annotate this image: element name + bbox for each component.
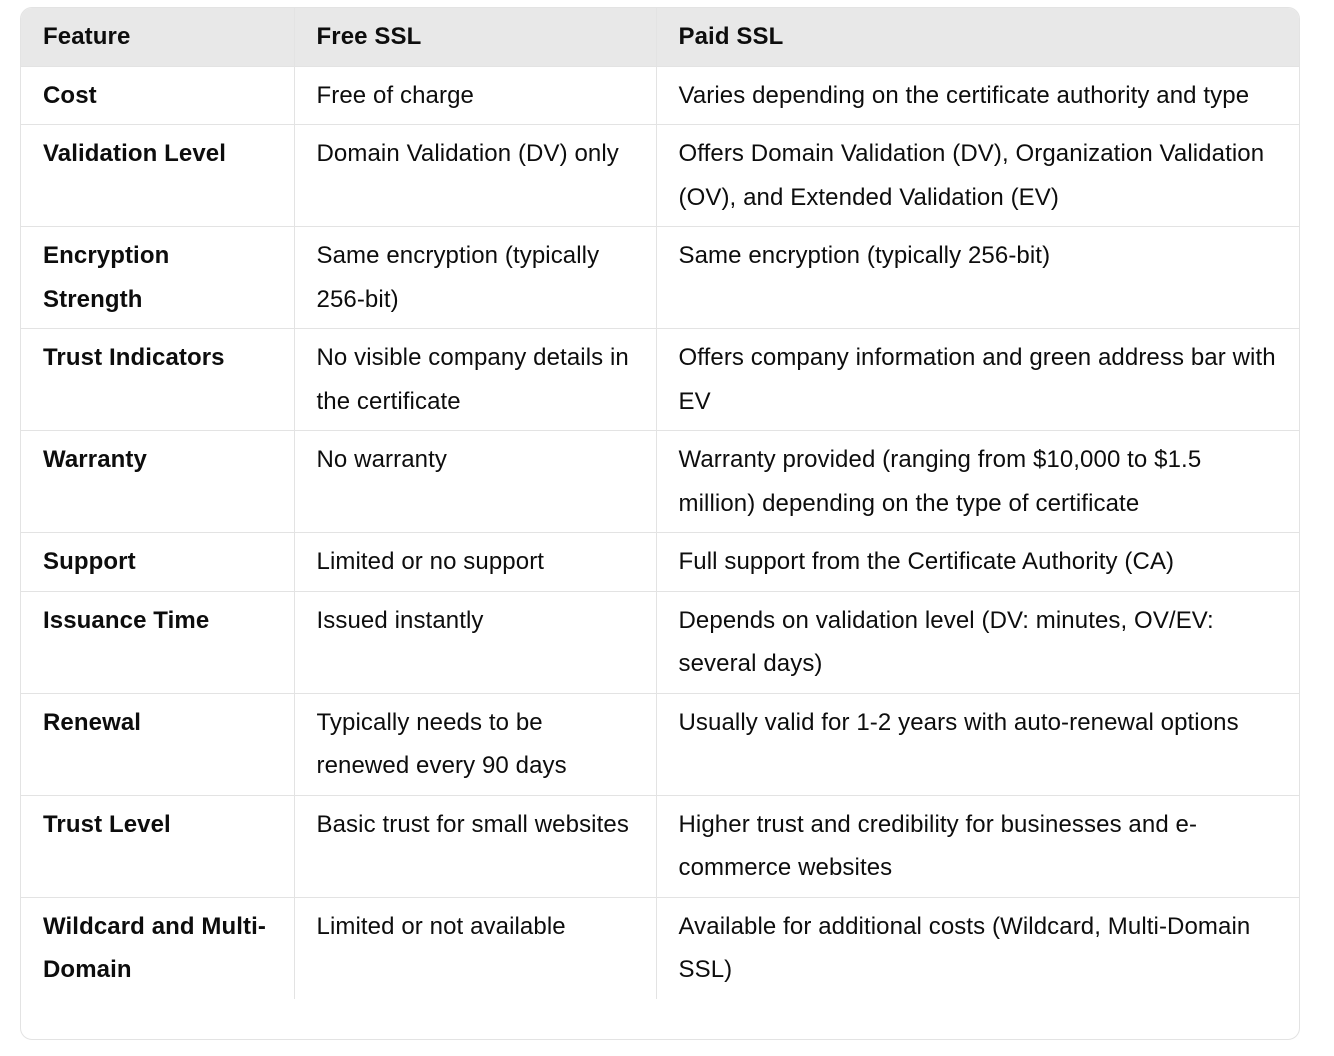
paid-ssl-cell: Offers Domain Validation (DV), Organization Validation (OV), and Extended Validation (EV) bbox=[656, 125, 1299, 227]
table-body bbox=[21, 66, 1299, 999]
table-row bbox=[21, 329, 1299, 431]
table-row bbox=[21, 125, 1299, 227]
header-feature: Feature bbox=[21, 8, 294, 66]
feature-cell: Issuance Time bbox=[21, 591, 294, 693]
paid-ssl-cell: Full support from the Certificate Authority (CA) bbox=[656, 533, 1299, 592]
feature-cell: Wildcard and Multi-Domain bbox=[21, 897, 294, 999]
paid-ssl-cell: Same encryption (typically 256-bit) bbox=[656, 227, 1299, 329]
free-ssl-cell: Limited or not available bbox=[294, 897, 656, 999]
feature-cell: Renewal bbox=[21, 693, 294, 795]
table-row bbox=[21, 66, 1299, 125]
free-ssl-cell: Free of charge bbox=[294, 66, 656, 125]
paid-ssl-cell: Depends on validation level (DV: minutes, OV/EV: several days) bbox=[656, 591, 1299, 693]
ssl-comparison-table bbox=[21, 8, 1299, 999]
free-ssl-cell: Limited or no support bbox=[294, 533, 656, 592]
table-row bbox=[21, 795, 1299, 897]
free-ssl-cell: Basic trust for small websites bbox=[294, 795, 656, 897]
free-ssl-cell: Issued instantly bbox=[294, 591, 656, 693]
free-ssl-cell: No warranty bbox=[294, 431, 656, 533]
paid-ssl-cell: Usually valid for 1-2 years with auto-renewal options bbox=[656, 693, 1299, 795]
feature-cell: Support bbox=[21, 533, 294, 592]
free-ssl-cell: Same encryption (typically 256-bit) bbox=[294, 227, 656, 329]
free-ssl-cell: No visible company details in the certificate bbox=[294, 329, 656, 431]
feature-cell: Cost bbox=[21, 66, 294, 125]
table-row bbox=[21, 693, 1299, 795]
free-ssl-cell: Typically needs to be renewed every 90 days bbox=[294, 693, 656, 795]
header-paid-ssl: Paid SSL bbox=[656, 8, 1299, 66]
feature-cell: Trust Level bbox=[21, 795, 294, 897]
paid-ssl-cell: Varies depending on the certificate authority and type bbox=[656, 66, 1299, 125]
free-ssl-cell: Domain Validation (DV) only bbox=[294, 125, 656, 227]
paid-ssl-cell: Available for additional costs (Wildcard, Multi-Domain SSL) bbox=[678, 912, 1251, 983]
table-row bbox=[21, 533, 1299, 592]
paid-ssl-cell: Warranty provided (ranging from $10,000 to $1.5 million) depending on the type of certificate bbox=[656, 431, 1299, 533]
header-free-ssl: Free SSL bbox=[294, 8, 656, 66]
feature-cell: Warranty bbox=[21, 431, 294, 533]
table-row bbox=[21, 591, 1299, 693]
paid-ssl-cell: Offers company information and green address bar with EV bbox=[656, 329, 1299, 431]
feature-cell: Validation Level bbox=[21, 125, 294, 227]
table-header bbox=[21, 8, 1299, 66]
table-row bbox=[21, 897, 1299, 999]
table-row bbox=[21, 227, 1299, 329]
comparison-table-container bbox=[20, 7, 1300, 1040]
feature-cell: Trust Indicators bbox=[21, 329, 294, 431]
paid-ssl-cell: Higher trust and credibility for businesses and e-commerce websites bbox=[656, 795, 1299, 897]
table-row bbox=[21, 431, 1299, 533]
header-row bbox=[21, 8, 1299, 66]
feature-cell: Encryption Strength bbox=[21, 227, 294, 329]
